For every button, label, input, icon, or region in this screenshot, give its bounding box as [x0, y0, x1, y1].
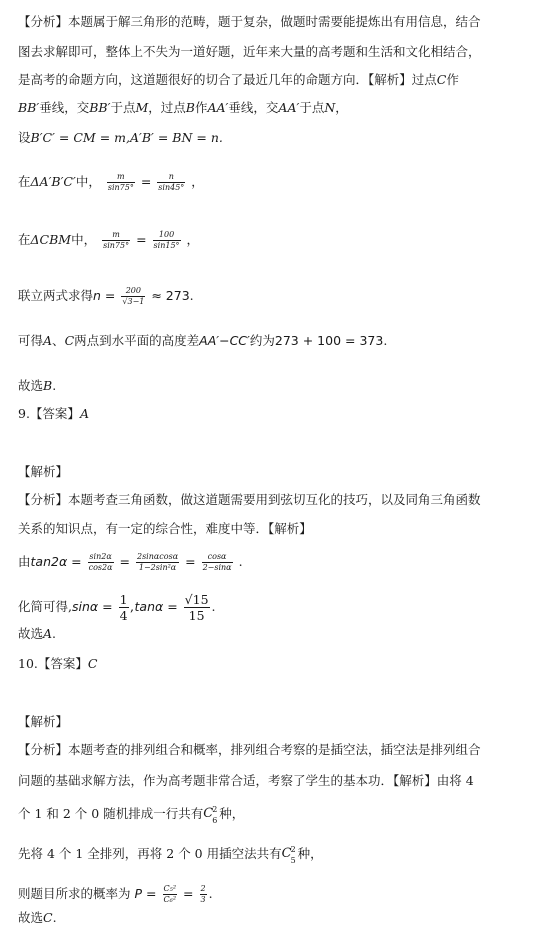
- equation-triangle-abc: 在ΔA′B′C′中， $\frac{m}{\sin 75^\circ}$ = $\frac{n}{\sin 45^\circ}$ ，: [18, 172, 204, 192]
- q10-analysis-line-2: 问题的基础求解方法，作为高考题非常合适，考察了学生的基本功．【解析】由将 4: [18, 773, 474, 788]
- q10-combination-line-1: 个 1 和 2 个 0 随机排成一行共有 C 2 6 种，: [18, 805, 245, 825]
- fraction: $\frac{m}{\sin 75^\circ}$: [107, 172, 134, 192]
- fraction: $\frac{n}{\sin 45^\circ}$: [158, 172, 185, 192]
- fraction: $\frac{200}{√3-1}$: [122, 286, 145, 306]
- q9-analysis-line-1: 【分析】本题考查三角函数，做这道题需要用到弦切互化的技巧，以及同角三角函数: [18, 492, 481, 507]
- q9-equation-simplify: 化简可得,sinα = $\frac{1}{4}$ ,tanα = $\frac{√15}{15}$ .: [18, 592, 216, 623]
- q9-analysis-line-2: 关系的知识点，有一定的综合性，难度中等．【解析】: [18, 521, 312, 536]
- setup-line: 设B′C′ = CM = m,A′B′ = BN = n.: [18, 130, 223, 145]
- answer-select-b: 故选B.: [18, 378, 57, 393]
- fraction: $\frac{m}{\sin 75^\circ}$: [103, 230, 130, 250]
- equation-solve-n: 联立两式求得n = $\frac{200}{√3-1}$ ≈ 273.: [18, 286, 194, 306]
- fraction: $\frac{\cos\alpha}{2-\sin\alpha}$: [202, 552, 232, 572]
- q9-select-a: 故选A.: [18, 626, 57, 641]
- combination-symbol: C 2 5: [281, 845, 296, 865]
- height-difference-line: 可得A、C两点到水平面的高度差AA′−CC′约为273 + 100 = 373.: [18, 333, 388, 348]
- q10-jiexi-heading: 【解析】: [18, 714, 69, 729]
- q9-answer: 9.【答案】A: [18, 406, 89, 421]
- q10-combination-line-2: 先将 4 个 1 全排列，再将 2 个 0 用插空法共有 C 2 5 种，: [18, 845, 323, 865]
- analysis-line-4: BB′垂线，交BB′于点M，过点B作AA′垂线，交AA′于点N，: [18, 100, 348, 115]
- fraction: $\frac{2\sin\alpha\cos\alpha}{\text{1−2sin²α}}$: [136, 552, 179, 572]
- fraction: $\frac{2}{3}$: [200, 884, 206, 904]
- fraction: $\frac{\sin 2\alpha}{\cos 2\alpha}$: [88, 552, 113, 572]
- q10-answer: 10.【答案】C: [18, 656, 98, 671]
- analysis-line-3: 是高考的命题方向，这道题很好的切合了最近几年的命题方向．【解析】过点C作: [18, 72, 459, 87]
- q10-analysis-line-1: 【分析】本题考查的排列组合和概率，排列组合考察的是插空法，插空法是排列组合: [18, 742, 481, 757]
- fraction: $\frac{100}{\sin 15^\circ}$: [153, 230, 180, 250]
- fraction: $\frac{1}{4}$: [119, 592, 128, 623]
- combination-symbol: C 2 6: [203, 805, 218, 825]
- analysis-line-1: 【分析】本题属于解三角形的范畴，题于复杂，做题时需要能提炼出有用信息，结合: [18, 14, 481, 29]
- q10-select-c: 故选C.: [18, 910, 57, 925]
- fraction: $\frac{\text{C₅²}}{\text{C₆²}}$: [163, 884, 177, 904]
- fraction: $\frac{√15}{15}$: [184, 592, 209, 623]
- q9-jiexi-heading: 【解析】: [18, 464, 69, 479]
- equation-triangle-cbm: 在ΔCBM中， $\frac{m}{\sin 75^\circ}$ = $\frac{100}{\sin 15^\circ}$ ，: [18, 230, 200, 250]
- q9-equation-tan: 由tan2α = $\frac{\sin 2\alpha}{\cos 2\alpha}$ = $\frac{2\sin\alpha\cos\alpha}{\text{1−2sin²α}}$ = $\frac{\cos\alpha}{2-\sin\alpha}$ .: [18, 552, 243, 572]
- analysis-line-2: 图去求解即可，整体上不失为一道好题，近年来大量的高考题和生活和文化相结合，: [18, 44, 481, 59]
- q10-probability-line: 则题目所求的概率为 P = $\frac{\text{C₅²}}{\text{C₆²}}$ = $\frac{2}{3}$ .: [18, 884, 213, 904]
